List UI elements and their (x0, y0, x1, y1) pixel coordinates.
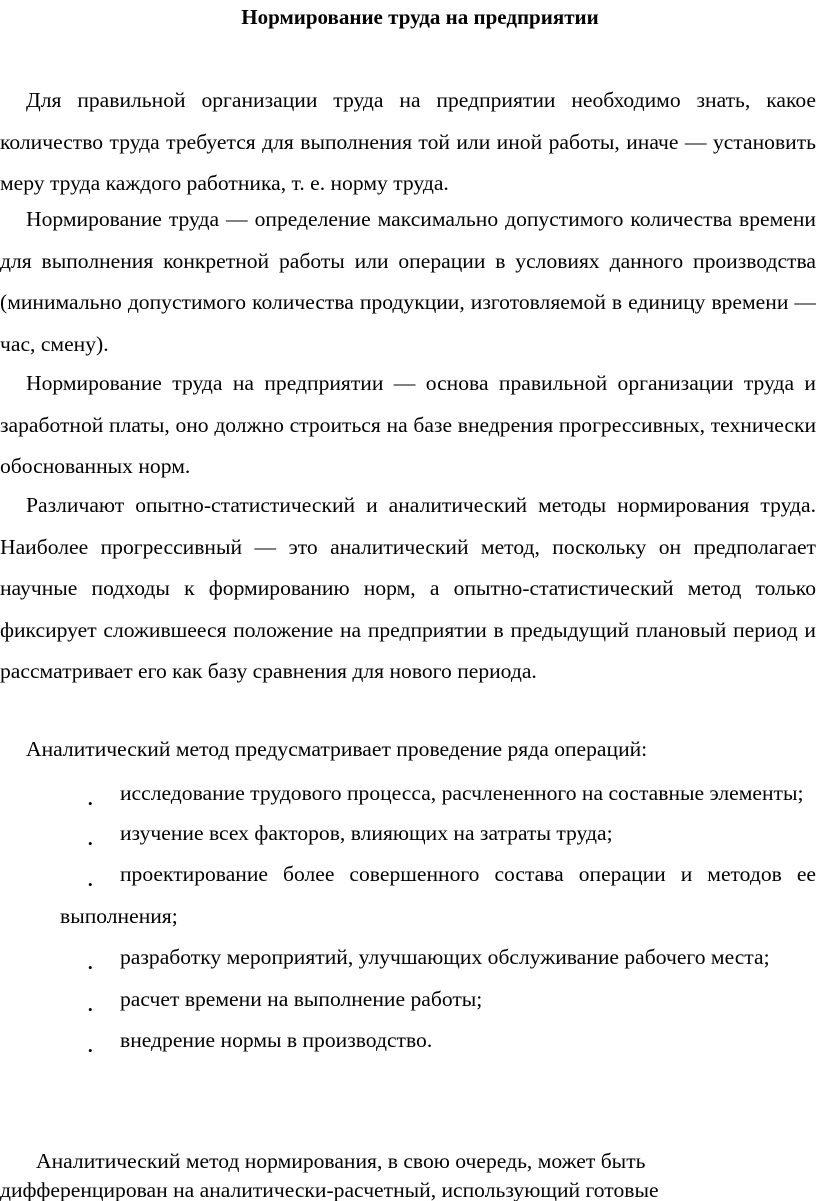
closing-line-2: дифференцирован на аналитически-расчетный, использующий готовые (0, 1178, 659, 1201)
paragraph-analytic-intro: Аналитический метод предусматривает проведение ряда операций: (26, 737, 648, 761)
page-title: Нормирование труда на предприятии (241, 5, 599, 29)
list-item: • исследование трудового процесса, расчлененного на составные элементы; (88, 781, 804, 811)
paragraph-labor-measure: Для правильной организации труда на предприятии необходимо знать, какое количество труда требуется для выполнения той или иной работы, иначе — установить меру труда каждого работника, т. е. норму труда. (0, 88, 816, 195)
paragraph-definition: Нормирование труда — определение максимально допустимого количества времени для выполнения конкретной работы или операции в условиях данного производства (минимально допустимого количества продукции, изготовляемой в единицу времени — час, смену). (0, 207, 816, 356)
paragraph-methods: Различают опытно-статистический и аналитический методы нормирования труда. Наиболее прогрессивный — это аналитический метод, поскольку он предполагает научные подходы к формированию норм, а опытно-статистический метод только фиксирует сложившееся положение на предприятии в предыдущий плановый период и рассматривает его как базу сравнения для нового периода. (0, 493, 816, 683)
list-item: • изучение всех факторов, влияющих на затраты труда; (88, 820, 613, 851)
list-item: • проектирование более совершенного состава операции и методов ее выполнения; (60, 862, 816, 928)
list-item: • внедрение нормы в производство. (88, 1028, 433, 1058)
list-item: • расчет времени на выполнение работы; (88, 986, 483, 1017)
operations-list (0, 773, 816, 1062)
list-item: • разработку мероприятий, улучшающих обслуживание рабочего места; (88, 945, 770, 975)
paragraph-basis: Нормирование труда на предприятии — основа правильной организации труда и заработной платы, оно должно строиться на базе внедрения прогрессивных, технически обоснованных норм. (0, 371, 816, 478)
closing-line-1: Аналитический метод нормирования, в свою очередь, может быть (36, 1149, 646, 1173)
